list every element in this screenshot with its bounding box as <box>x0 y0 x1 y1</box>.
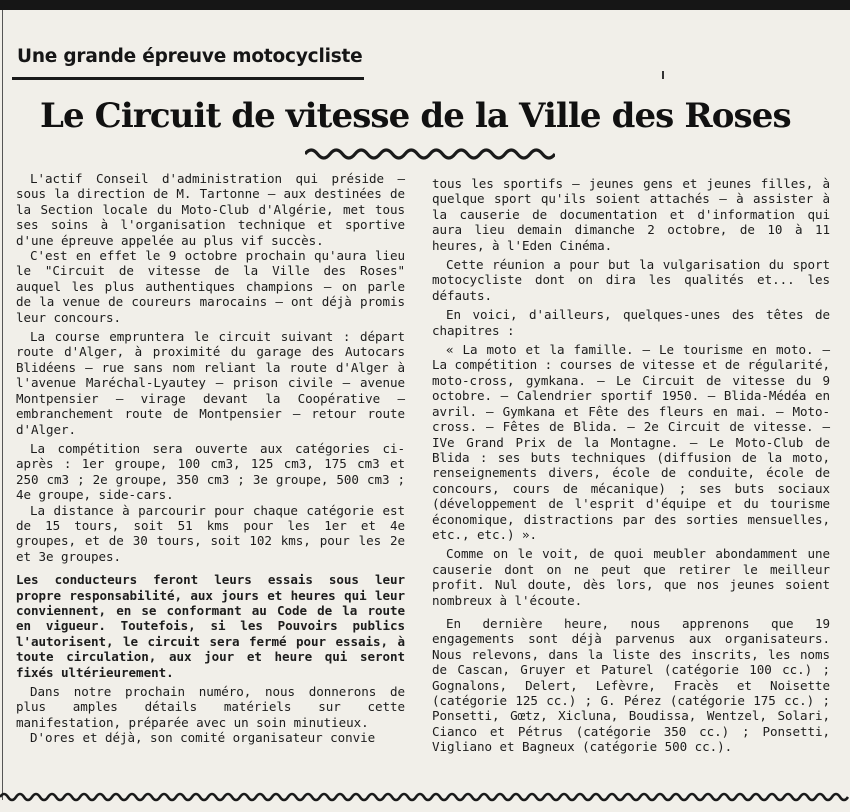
paragraph: D'ores et déjà, son comité organisateur convie <box>30 730 376 746</box>
paragraph: Dans notre prochain numéro, nous donnerons de plus amples détails matériels sur cette manifestation, préparée avec un soin minutieux. <box>16 684 405 730</box>
paragraph: En dernière heure, nous apprenons que 19 engagements sont déjà parvenus aux organisateurs. Nous relevons, dans la liste des inscrits, les noms de Cascan, Gruyer et Paturel (catégorie 100 cc.) ; Gognalons, Delert, Lefèvre, Fracès et Noisette (catégorie 125 cc.) ; G. Pérez (catégorie 175 cc.) ; Ponsetti, Gœtz, Xicluna, Boudissa, Wentzel, Solari, Cianco et Pétrus (catégorie 350 cc.) ; Ponsetti, Vigliano et Bagneux (catégorie 500 cc.). <box>432 615 830 755</box>
article-kicker: Une grande épreuve motocycliste <box>17 46 363 67</box>
paragraph: « La moto et la famille. — Le tourisme en moto. — La compétition : courses de vitesse et de régularité, moto-cross, gymkana. — Le Circuit de vitesse du 9 octobre. — Calendrier sportif 1950. — Blida-Médéa en avril. — Gymkana et Fête des fleurs en mai. — Moto-cross. — Fêtes de Blida. — 2e Circuit de vitesse. — IVe Grand Prix de la Montagne. — Le Moto-Club de Blida : ses buts techniques (diffusion de la moto, renseignements divers, école de conduite, école de concours, cours de mécanique) ; ses buts sociaux (développement de l'esprit d'équipe et du tourisme économique, distractions par des sorties mensuelles, etc., etc.) ». <box>432 342 830 542</box>
paragraph: La distance à parcourir pour chaque catégorie est de 15 tours, soit 51 kms pour les 1er et 4e groupes, et de 30 tours, soit 102 kms, pour les 2e et 3e groupes. <box>16 502 405 564</box>
paragraph: En voici, d'ailleurs, quelques-unes des têtes de chapitres : <box>432 307 830 338</box>
top-border-rule <box>0 0 850 10</box>
headline-wavy-rule <box>305 146 555 162</box>
paragraph: L'actif Conseil d'administration qui préside — sous la direction de M. Tartonne — aux destinées de la Section locale du Moto-Club d'Algérie, met tous ses soins à l'organisation technique et sportive d'une épreuve appelée au plus vif succès. <box>16 171 405 248</box>
paragraph: La compétition sera ouverte aux catégories ci-après : 1er groupe, 100 cm3, 125 cm3, 175 cm3 et 250 cm3 ; 2e groupe, 350 cm3 ; 3e groupe, 500 cm3 ; 4e groupe, side-cars. <box>16 440 405 503</box>
article-left-column <box>16 171 405 746</box>
kicker-underline <box>12 77 364 80</box>
paragraph: Comme on le voit, de quoi meubler abondamment une causerie dont on ne peut que retirer le meilleur profit. Nul doute, dès lors, que nos jeunes soient nombreux à l'écoute. <box>432 546 830 608</box>
paragraph: La course empruntera le circuit suivant : départ route d'Alger, à proximité du garage des Autocars Blidéens — rue sans nom reliant la route d'Alger à l'avenue Maréchal-Lyautey — prison civile — avenue Montpensier — virage devant la Coopérative — embranchement route de Montpensier — retour route d'Alger. <box>16 329 405 437</box>
bottom-wavy-border <box>0 790 850 804</box>
article-headline: Le Circuit de vitesse de la Ville des Roses <box>40 96 791 136</box>
paragraph: Cette réunion a pour but la vulgarisation du sport motocycliste dont on dira les qualités et... les défauts. <box>432 257 830 303</box>
print-speck <box>662 71 664 79</box>
article-right-column <box>432 176 830 755</box>
paragraph-bold: Les conducteurs feront leurs essais sous leur propre responsabilité, aux jours et heures qui leur conviennent, en se conformant au Code de la route en vigueur. Toutefois, si les Pouvoirs publics l'autorisent, le circuit sera fermé pour essais, à toute circulation, aux jour et heure qui seront fixés ultérieurement. <box>16 572 405 680</box>
paragraph: C'est en effet le 9 octobre prochain qu'aura lieu le "Circuit de vitesse de la Ville des Roses" auquel les plus authentiques champions — on parle de la venue de coureurs marocains — ont déjà promis leur concours. <box>16 248 405 325</box>
left-border-rule <box>2 10 3 800</box>
paragraph: tous les sportifs — jeunes gens et jeunes filles, à quelque sport qu'ils soient attachés — à assister à la causerie de documentation et d'information qui aura lieu demain dimanche 2 octobre, de 10 à 11 heures, à l'Eden Cinéma. <box>432 176 830 253</box>
